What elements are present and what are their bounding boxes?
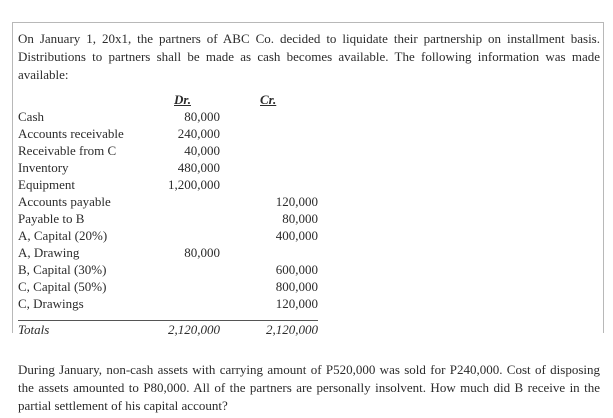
table-row [18,296,318,312]
table-row [18,211,318,227]
account-name: Inventory [18,160,69,175]
credit-header: Cr. [260,92,277,107]
table-row [18,228,318,244]
table-row [18,160,318,176]
debit-amount: 240,000 [177,126,220,141]
totals-row [18,322,318,338]
account-name: Equipment [18,177,76,192]
debit-total: 2,120,000 [168,322,220,337]
credit-amount: 400,000 [275,228,318,243]
credit-amount: 120,000 [275,194,318,209]
debit-amount: 40,000 [184,143,220,158]
debit-amount: 1,200,000 [168,177,220,192]
account-name: Payable to B [18,211,85,226]
table-row [18,262,318,278]
table-row [18,126,318,142]
account-name: A, Capital (20%) [18,228,108,243]
credit-total: 2,120,000 [266,322,318,337]
account-name: Accounts payable [18,194,111,209]
credit-amount: 120,000 [275,296,318,311]
account-name: C, Capital (50%) [18,279,107,294]
account-name: Receivable from C [18,143,117,158]
account-name: Cash [18,109,44,124]
debit-amount: 80,000 [184,109,220,124]
credit-amount: 80,000 [282,211,318,226]
totals-rule [18,320,318,321]
debit-amount: 80,000 [184,245,220,260]
debit-header: Dr. [174,92,191,107]
credit-amount: 600,000 [275,262,318,277]
credit-amount: 800,000 [275,279,318,294]
account-name: A, Drawing [18,245,80,260]
table-row [18,245,318,261]
account-name: Accounts receivable [18,126,124,141]
intro-paragraph: On January 1, 20x1, the partners of ABC Co. decided to liquidate their partnership on installment basis. Distributions to partners shall be made as cash becomes available. The following information was made available: [18,31,600,82]
table-row [18,177,318,193]
table-row [18,279,318,295]
table-row [18,109,318,125]
account-name: C, Drawings [18,296,84,311]
table-row [18,194,318,210]
account-name: B, Capital (30%) [18,262,107,277]
table-row [18,143,318,159]
trial-balance-table [18,92,318,342]
debit-amount: 480,000 [177,160,220,175]
totals-label: Totals [18,322,50,337]
question-paragraph: During January, non-cash assets with carrying amount of P520,000 was sold for P240,000. Cost of disposing the assets amounted to P80,000. All of the partners are personally insolvent. How much did B receive in the partial settlement of his capital account? [18,362,600,413]
